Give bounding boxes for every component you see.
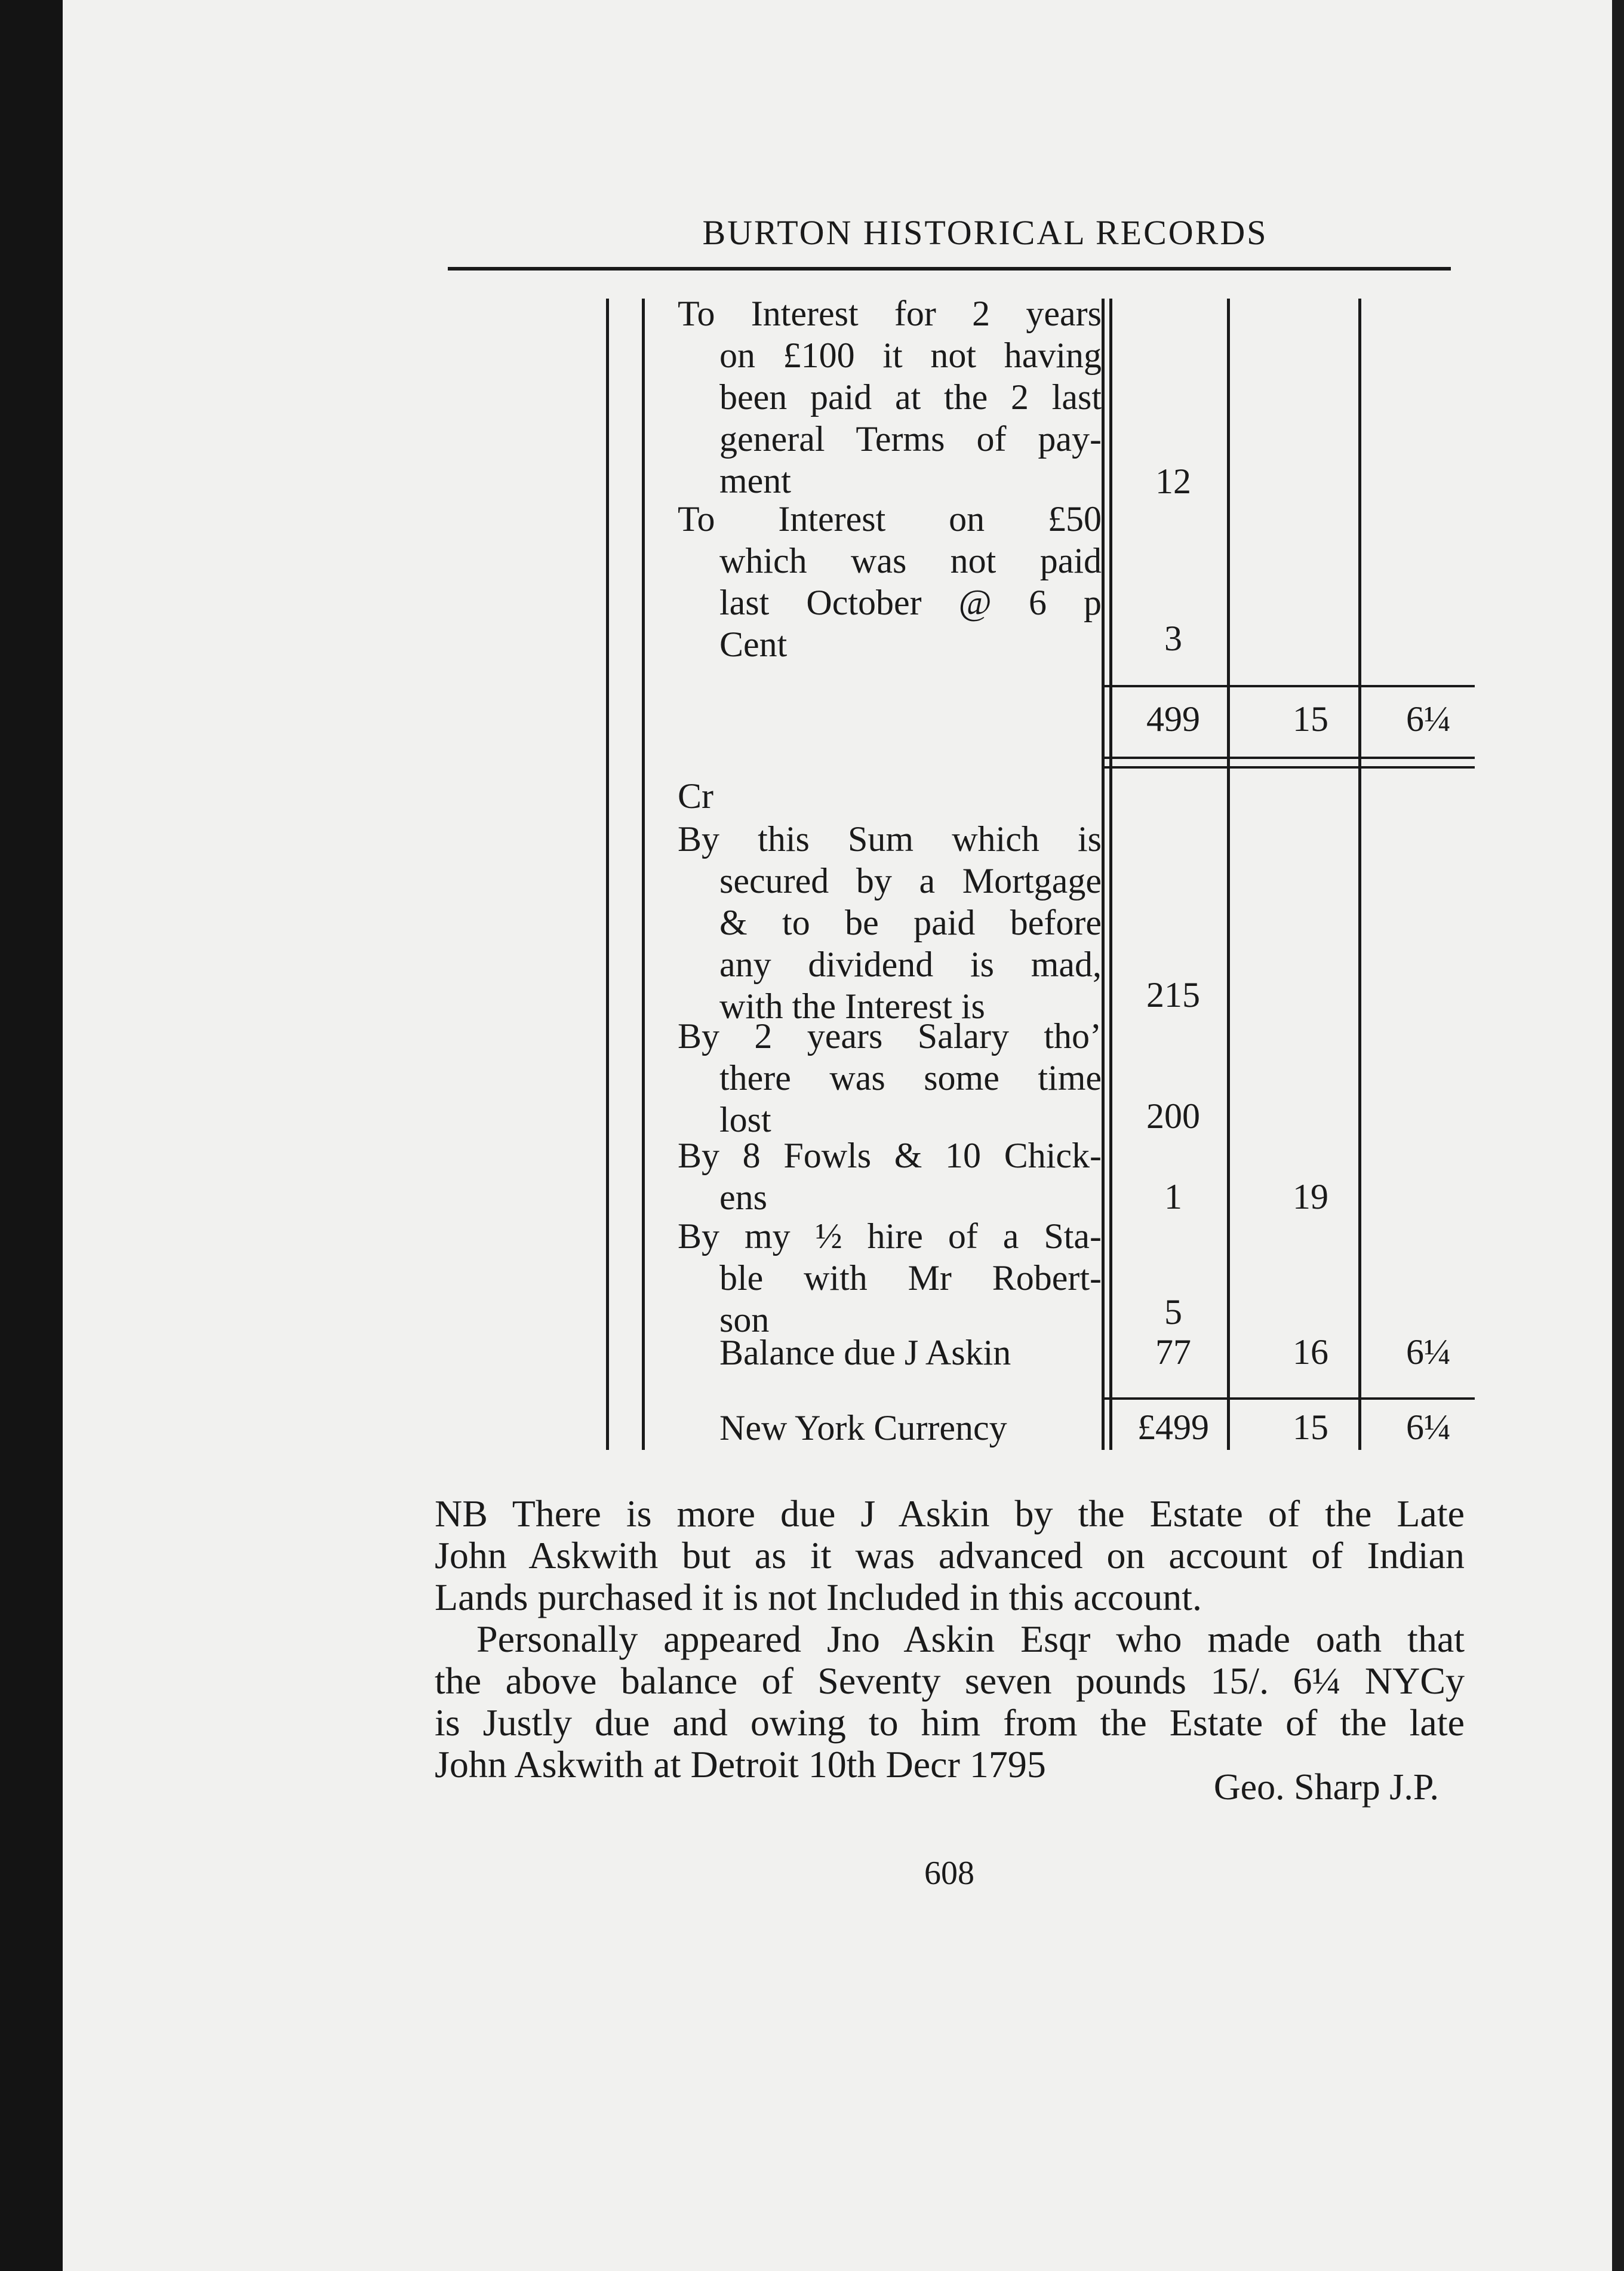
entry-line: ble with Mr Robert- bbox=[719, 1258, 1102, 1298]
entry-line: lost bbox=[719, 1100, 771, 1139]
entry-line: any dividend is mad, bbox=[719, 945, 1102, 984]
entry-line: ens bbox=[719, 1178, 767, 1217]
oath-paragraph bbox=[435, 1618, 1465, 1786]
entry-line: there was some time bbox=[719, 1058, 1102, 1098]
entry-line: By 8 Fowls & 10 Chick- bbox=[678, 1136, 1102, 1175]
credit-entry bbox=[678, 1135, 1102, 1218]
oath-line: is Justly due and owing to him from the Estate of the late bbox=[435, 1701, 1465, 1744]
note-line: Lands purchased it is not Included in this account. bbox=[435, 1576, 1202, 1618]
subtotal-rule bbox=[1105, 685, 1475, 687]
amount-pounds: 1 bbox=[1164, 1177, 1182, 1216]
amount-pounds: 215 bbox=[1146, 975, 1200, 1015]
oath-line: John Askwith at Detroit 10th Decr 1795 bbox=[435, 1743, 1046, 1786]
credit-entry bbox=[678, 818, 1102, 1027]
entry-line: last October @ 6 p bbox=[719, 583, 1102, 622]
amount-pounds: 12 bbox=[1155, 462, 1191, 501]
entry-line: To Interest on £50 bbox=[678, 499, 1102, 539]
note-paragraph bbox=[435, 1493, 1465, 1618]
debit-entry bbox=[678, 498, 1102, 665]
page-number: 608 bbox=[924, 1855, 974, 1892]
currency-label: New York Currency bbox=[719, 1408, 1007, 1448]
debit-total-shillings: 15 bbox=[1293, 699, 1328, 739]
currency-total-shillings: 15 bbox=[1293, 1408, 1328, 1447]
credit-heading bbox=[678, 775, 1102, 817]
amount-pounds: 200 bbox=[1146, 1096, 1200, 1136]
entry-line: By my ½ hire of a Sta- bbox=[678, 1216, 1102, 1256]
amount-pounds: 5 bbox=[1164, 1292, 1182, 1332]
entry-line: general Terms of pay- bbox=[719, 419, 1102, 459]
note-line: John Askwith but as it was advanced on account of Indian bbox=[435, 1534, 1465, 1577]
debit-entry bbox=[678, 293, 1102, 502]
table-rule-left-1 bbox=[606, 299, 609, 1450]
entry-line: with the Interest is bbox=[719, 987, 985, 1026]
entry-line: By this Sum which is bbox=[678, 819, 1102, 859]
entry-line: on £100 it not having bbox=[719, 336, 1102, 375]
currency-total-pence: 6¼ bbox=[1406, 1408, 1451, 1447]
balance-pounds: 77 bbox=[1155, 1332, 1191, 1372]
credit-entry bbox=[678, 1332, 1102, 1373]
debit-total-pounds: 499 bbox=[1146, 699, 1200, 739]
amount-pounds: 3 bbox=[1164, 619, 1182, 658]
credit-heading-text: Cr bbox=[678, 776, 713, 816]
debit-total-pence: 6¼ bbox=[1406, 699, 1451, 739]
entry-line: secured by a Mortgage bbox=[719, 861, 1102, 901]
entry-line: Cent bbox=[719, 625, 788, 664]
entry-line: Balance due J Askin bbox=[719, 1333, 1011, 1372]
currency-total-pounds: £499 bbox=[1137, 1408, 1209, 1447]
amount-shillings: 19 bbox=[1293, 1177, 1328, 1216]
entry-line: By 2 years Salary tho’ bbox=[678, 1016, 1102, 1056]
balance-rule bbox=[1105, 1397, 1475, 1400]
credit-entry bbox=[678, 1215, 1102, 1341]
total-double-rule-2 bbox=[1105, 766, 1475, 769]
entry-line: been paid at the 2 last bbox=[719, 377, 1102, 417]
entry-line: ment bbox=[719, 461, 791, 500]
scan-dark-edge bbox=[0, 0, 69, 2271]
credit-entry bbox=[678, 1015, 1102, 1141]
entry-line: son bbox=[719, 1300, 770, 1339]
running-header: BURTON HISTORICAL RECORDS bbox=[702, 213, 1268, 252]
entry-line: To Interest for 2 years bbox=[678, 294, 1102, 333]
oath-line: the above balance of Seventy seven pounds 15/. 6¼ NYCy bbox=[435, 1660, 1465, 1702]
balance-pence: 6¼ bbox=[1406, 1332, 1451, 1372]
entry-line: & to be paid before bbox=[719, 903, 1102, 942]
oath-line: Personally appeared Jno Askin Esqr who made oath that bbox=[476, 1618, 1465, 1660]
table-rule-left-2 bbox=[642, 299, 645, 1450]
signature: Geo. Sharp J.P. bbox=[1213, 1767, 1439, 1808]
header-rule bbox=[448, 267, 1451, 271]
balance-shillings: 16 bbox=[1293, 1332, 1328, 1372]
table-rule-pence bbox=[1358, 299, 1361, 1450]
total-double-rule-1 bbox=[1105, 757, 1475, 759]
note-line: NB There is more due J Askin by the Estate of the Late bbox=[435, 1492, 1465, 1535]
currency-total-row bbox=[678, 1407, 1102, 1449]
entry-line: which was not paid bbox=[719, 541, 1102, 580]
